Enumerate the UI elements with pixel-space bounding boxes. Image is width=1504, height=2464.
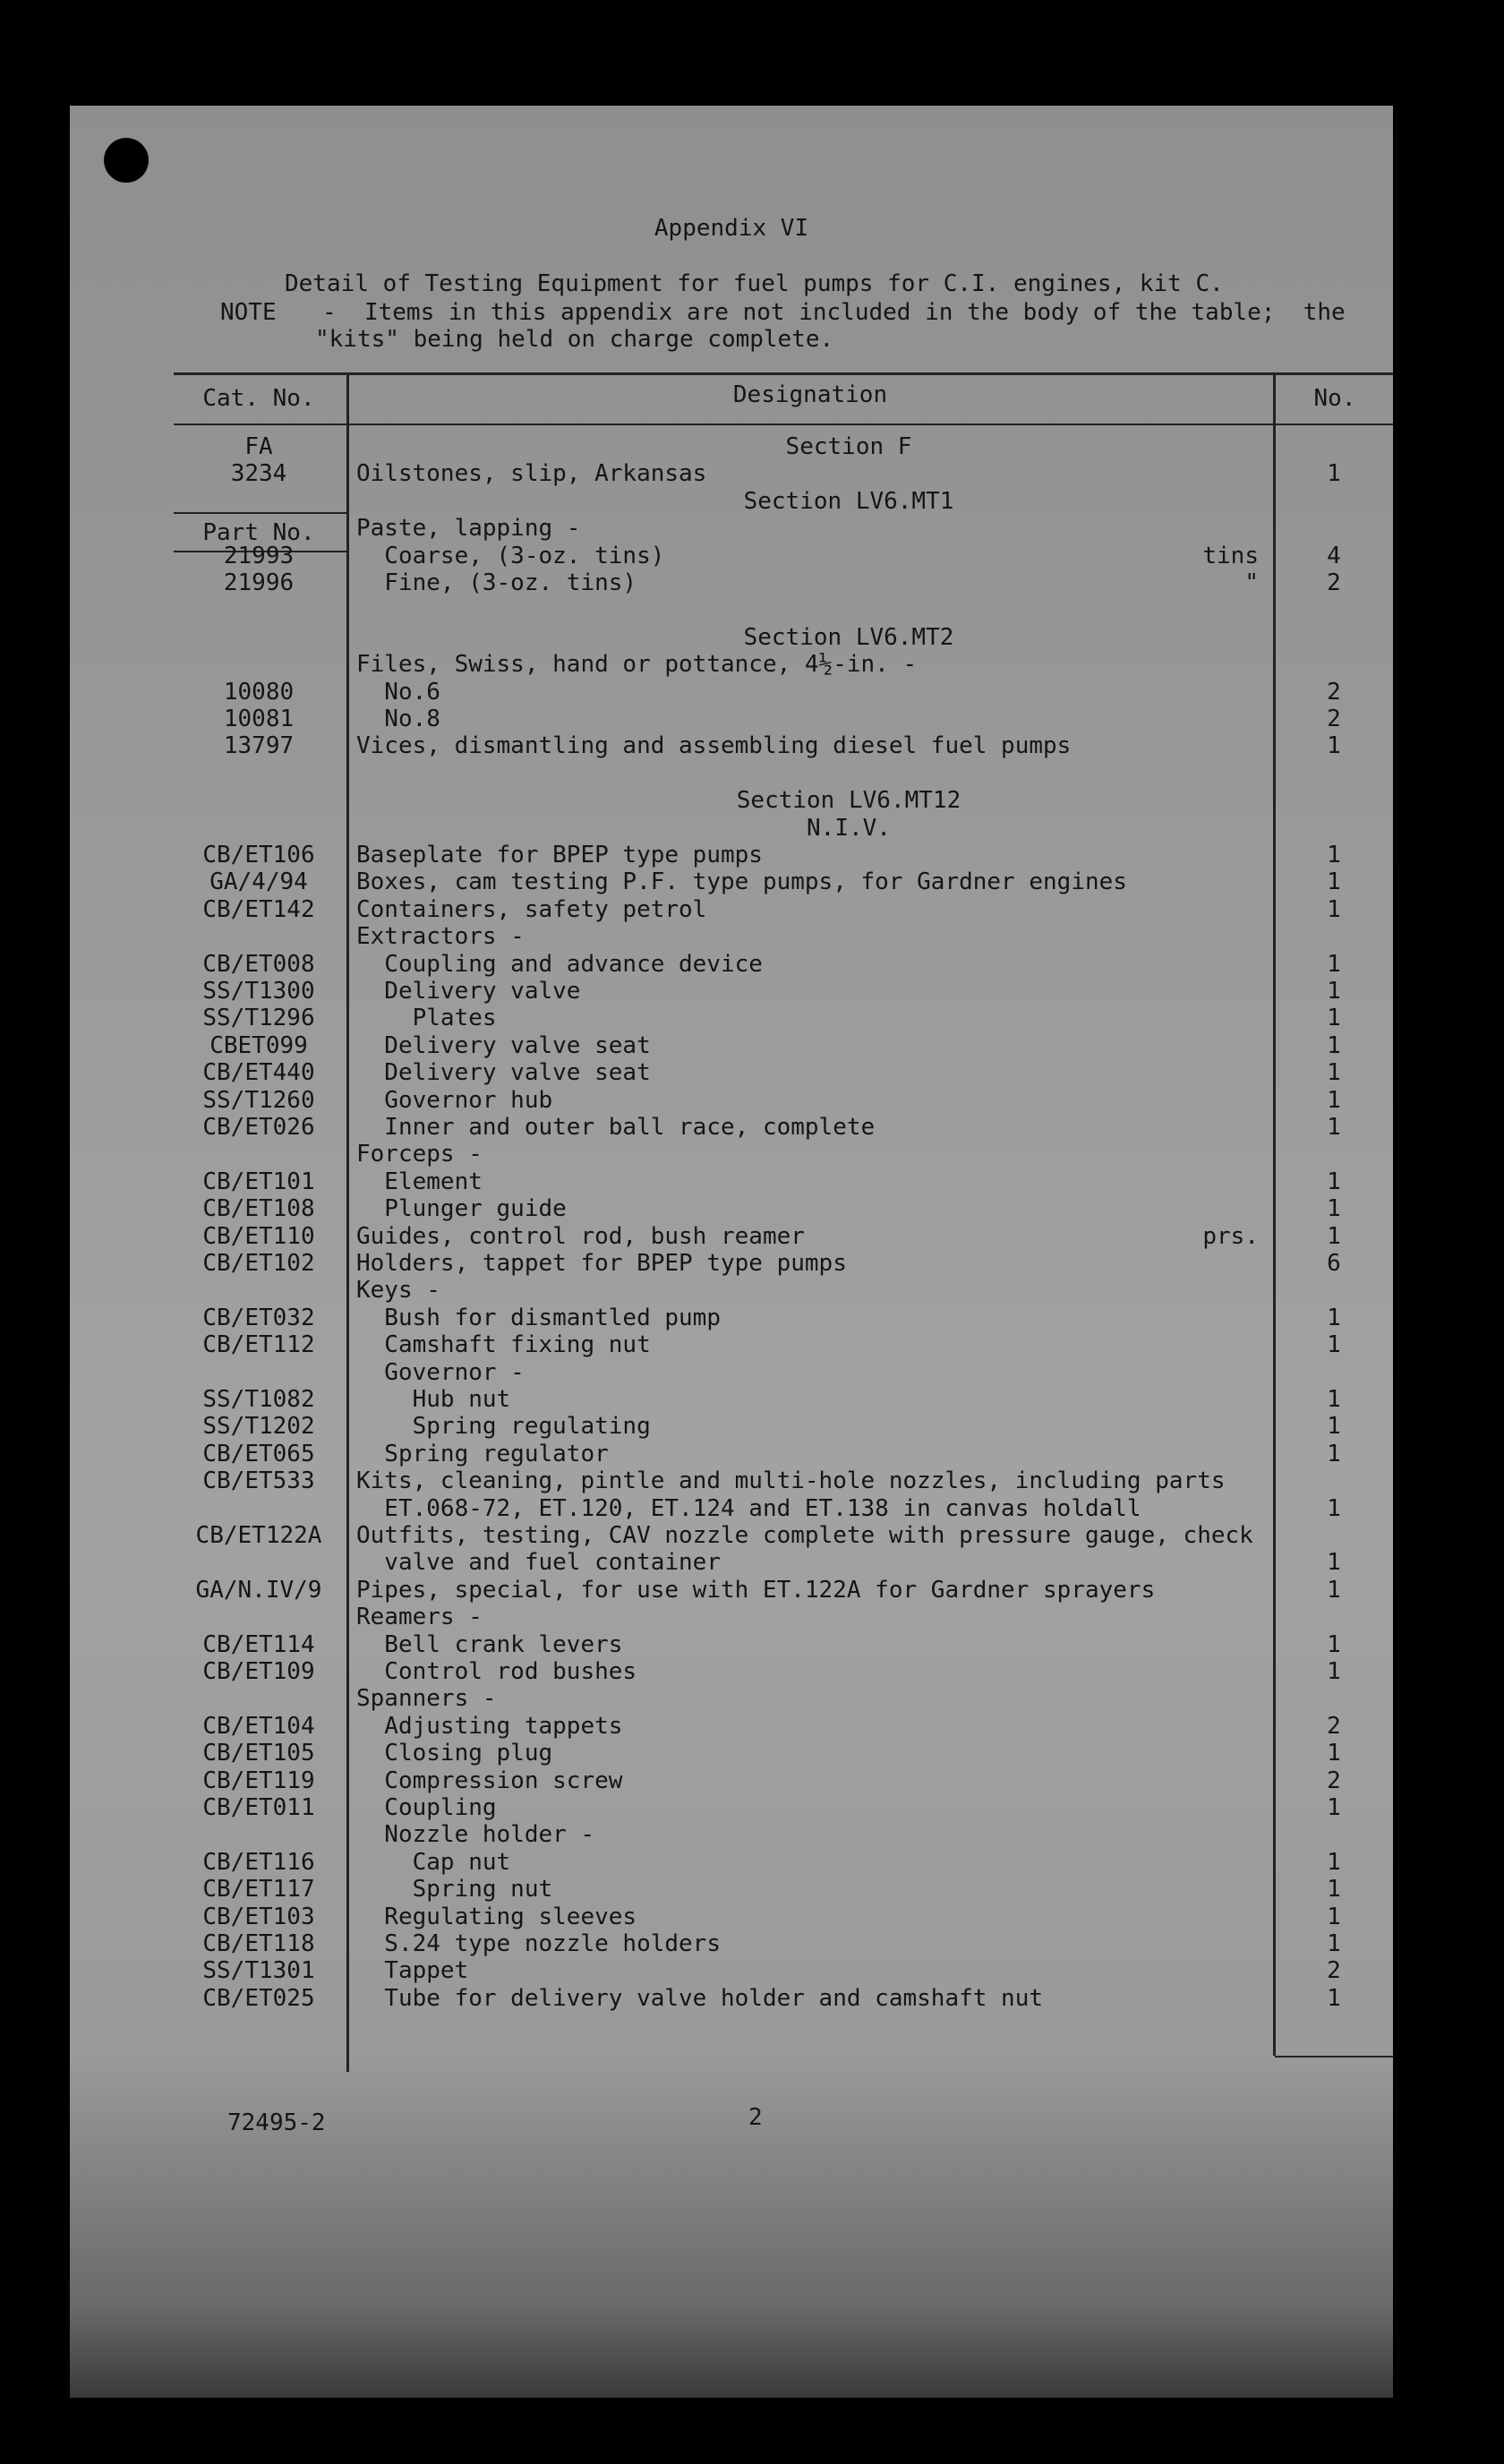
- quantity: 2: [1327, 1767, 1341, 1794]
- table-row: [70, 842, 1393, 868]
- table-row: [70, 1359, 1393, 1386]
- designation: Delivery valve seat: [356, 1059, 651, 1087]
- quantity: 1: [1327, 1031, 1341, 1059]
- table-row: [70, 1114, 1393, 1141]
- cat-number: SS/T1301: [202, 1957, 315, 1985]
- table-body: [70, 106, 1393, 2398]
- note-label: NOTE: [220, 299, 277, 326]
- quantity: 1: [1327, 1984, 1341, 2012]
- quantity: 1: [1327, 1576, 1341, 1604]
- cat-number: 10081: [223, 706, 295, 732]
- quantity: 2: [1327, 1712, 1341, 1740]
- quantity: 1: [1327, 732, 1341, 760]
- cat-number: SS/T1300: [202, 978, 315, 1005]
- note-line-1: - Items in this appendix are not included in the body of the table; the: [322, 299, 1346, 326]
- cat-number: CB/ET440: [202, 1059, 315, 1087]
- table-row: [70, 1658, 1393, 1685]
- cat-number: CB/ET025: [202, 1984, 315, 2012]
- table-row: [70, 787, 1393, 814]
- quantity: 1: [1327, 1331, 1341, 1359]
- quantity: 1: [1327, 1740, 1341, 1767]
- table-row: [70, 1767, 1393, 1794]
- table-row: [70, 596, 1393, 623]
- designation: Containers, safety petrol: [356, 895, 707, 923]
- table-row: [70, 1577, 1393, 1604]
- unit: ": [1244, 569, 1259, 596]
- footer-code: 72495-2: [227, 2109, 326, 2136]
- designation: Bush for dismantled pump: [356, 1304, 721, 1331]
- table-row: [70, 1904, 1393, 1930]
- designation: Plates: [356, 1005, 497, 1032]
- note-line-2: "kits" being held on charge complete.: [315, 326, 834, 353]
- cat-number: GA/N.IV/9: [195, 1576, 322, 1604]
- cat-number: CB/ET032: [202, 1304, 315, 1331]
- cat-number: SS/T1260: [202, 1086, 315, 1114]
- section-heading: Section LV6.MT12: [736, 787, 961, 815]
- table-row: [70, 460, 1393, 487]
- quantity: 1: [1327, 1005, 1341, 1032]
- designation: Camshaft fixing nut: [356, 1331, 651, 1359]
- table-row: [70, 1740, 1393, 1767]
- table-row: [70, 923, 1393, 950]
- cat-number: 13797: [223, 732, 295, 760]
- quantity: 1: [1327, 978, 1341, 1005]
- cat-number: CBET099: [209, 1031, 308, 1059]
- table-row: [70, 1794, 1393, 1821]
- quantity: 1: [1327, 1658, 1341, 1685]
- table-row: [70, 1685, 1393, 1712]
- designation: No.6: [356, 678, 440, 706]
- cat-number: CB/ET102: [202, 1250, 315, 1277]
- header-qty: No.: [1313, 385, 1356, 412]
- subtitle: Detail of Testing Equipment for fuel pumps for C.I. engines, kit C.: [285, 270, 1224, 297]
- designation: Oilstones, slip, Arkansas: [356, 460, 707, 488]
- table-row: [70, 978, 1393, 1005]
- designation: Inner and outer ball race, complete: [356, 1114, 876, 1141]
- designation: Baseplate for BPEP type pumps: [356, 842, 763, 868]
- cat-number: CB/ET142: [202, 895, 315, 923]
- quantity: 1: [1327, 1848, 1341, 1876]
- table-row: [70, 1957, 1393, 1984]
- designation: Kits, cleaning, pintle and multi-hole nozzles, including parts: [356, 1467, 1226, 1495]
- cat-number: CB/ET118: [202, 1930, 315, 1957]
- cat-number: CB/ET101: [202, 1168, 315, 1195]
- quantity: 1: [1327, 1386, 1341, 1413]
- designation: Delivery valve seat: [356, 1031, 651, 1059]
- designation: Spring regulating: [356, 1413, 651, 1441]
- designation: Tappet: [356, 1957, 469, 1985]
- table-row: [70, 1250, 1393, 1277]
- designation: Plunger guide: [356, 1195, 567, 1223]
- header-cat-no: Cat. No.: [202, 385, 315, 412]
- cat-number: CB/ET103: [202, 1903, 315, 1930]
- cat-number: CB/ET112: [202, 1331, 315, 1359]
- quantity: 1: [1327, 895, 1341, 923]
- table-row: [70, 543, 1393, 569]
- quantity: 1: [1327, 1413, 1341, 1441]
- table-row: [70, 433, 1393, 460]
- section-heading: Section LV6.MT1: [743, 487, 954, 515]
- quantity: 1: [1327, 1794, 1341, 1821]
- quantity: 1: [1327, 1549, 1341, 1577]
- designation: Nozzle holder -: [356, 1821, 595, 1849]
- designation: Closing plug: [356, 1740, 553, 1767]
- table-row: [70, 1277, 1393, 1304]
- table-row: [70, 1930, 1393, 1957]
- designation: Guides, control rod, bush reamer: [356, 1222, 805, 1250]
- table-row: [70, 1168, 1393, 1195]
- cat-number: CB/ET108: [202, 1195, 315, 1223]
- table-row: [70, 1386, 1393, 1413]
- quantity: 1: [1327, 1876, 1341, 1904]
- quantity: 1: [1327, 460, 1341, 488]
- table-row: [70, 651, 1393, 678]
- designation: Coarse, (3-oz. tins): [356, 542, 665, 569]
- unit: tins: [1202, 542, 1259, 569]
- quantity: 1: [1327, 950, 1341, 978]
- table-row: [70, 1522, 1393, 1549]
- table-row: [70, 1985, 1393, 2012]
- section-heading: N.I.V.: [807, 814, 891, 842]
- unit: prs.: [1202, 1222, 1259, 1250]
- table-row: [70, 569, 1393, 596]
- table-row: [70, 1631, 1393, 1658]
- designation: Governor hub: [356, 1086, 553, 1114]
- table-row: [70, 1849, 1393, 1876]
- designation: Bell crank levers: [356, 1630, 623, 1658]
- designation: Paste, lapping -: [356, 515, 581, 543]
- designation: Coupling: [356, 1794, 497, 1821]
- designation: Element: [356, 1168, 483, 1195]
- table-row: [70, 488, 1393, 515]
- designation: Compression screw: [356, 1767, 623, 1794]
- designation: Governor -: [356, 1358, 525, 1386]
- table-row: [70, 1713, 1393, 1740]
- table-row: [70, 1876, 1393, 1903]
- quantity: 1: [1327, 842, 1341, 868]
- table-row: [70, 1059, 1393, 1086]
- header-part-no: Part No.: [202, 519, 315, 546]
- document-sheet: [70, 106, 1393, 2398]
- cat-number: 21996: [223, 569, 295, 596]
- cat-number: SS/T1082: [202, 1386, 315, 1413]
- quantity: 4: [1327, 542, 1341, 569]
- quantity: 1: [1327, 1222, 1341, 1250]
- designation: No.8: [356, 706, 440, 732]
- cat-number: CB/ET026: [202, 1114, 315, 1141]
- table-row: [70, 706, 1393, 732]
- designation: Coupling and advance device: [356, 950, 763, 978]
- quantity: 6: [1327, 1250, 1341, 1277]
- designation: Spring regulator: [356, 1440, 609, 1467]
- cat-number: CB/ET011: [202, 1794, 315, 1821]
- cat-number: CB/ET114: [202, 1630, 315, 1658]
- designation: Spanners -: [356, 1685, 497, 1713]
- quantity: 2: [1327, 678, 1341, 706]
- cat-number: CB/ET533: [202, 1467, 315, 1495]
- cat-number: SS/T1202: [202, 1413, 315, 1441]
- table-row: [70, 1087, 1393, 1114]
- table-row: [70, 1305, 1393, 1331]
- quantity: 2: [1327, 1957, 1341, 1985]
- page-title: Appendix VI: [654, 215, 809, 242]
- table-row: [70, 951, 1393, 978]
- cat-number: SS/T1296: [202, 1005, 315, 1032]
- designation: Regulating sleeves: [356, 1903, 637, 1930]
- table-row: [70, 1223, 1393, 1250]
- quantity: 1: [1327, 1630, 1341, 1658]
- table-row: [70, 732, 1393, 759]
- table-row: [70, 624, 1393, 651]
- designation: Outfits, testing, CAV nozzle complete with pressure gauge, check: [356, 1522, 1253, 1549]
- quantity: 1: [1327, 1168, 1341, 1195]
- table-row: [70, 1032, 1393, 1059]
- quantity: 1: [1327, 1086, 1341, 1114]
- designation: Control rod bushes: [356, 1658, 637, 1685]
- table-row: [70, 1331, 1393, 1358]
- cat-number: CB/ET104: [202, 1712, 315, 1740]
- designation: Tube for delivery valve holder and camshaft nut: [356, 1984, 1044, 2012]
- designation: Vices, dismantling and assembling diesel fuel pumps: [356, 732, 1072, 760]
- designation: Pipes, special, for use with ET.122A for Gardner sprayers: [356, 1576, 1156, 1604]
- designation: Files, Swiss, hand or pottance, 4½-in. -: [356, 651, 918, 679]
- table-row: [70, 1195, 1393, 1222]
- table-row: [70, 760, 1393, 787]
- table-row: [70, 868, 1393, 895]
- designation: Spring nut: [356, 1876, 553, 1904]
- designation: Keys -: [356, 1277, 440, 1305]
- cat-number: CB/ET117: [202, 1876, 315, 1904]
- cat-number: CB/ET008: [202, 950, 315, 978]
- quantity: 1: [1327, 1304, 1341, 1331]
- quantity: 1: [1327, 1114, 1341, 1141]
- cat-number: CB/ET122A: [195, 1522, 322, 1549]
- table-row: [70, 1495, 1393, 1522]
- quantity: 1: [1327, 1195, 1341, 1223]
- table-row: [70, 515, 1393, 542]
- cat-number: GA/4/94: [209, 868, 308, 896]
- quantity: 1: [1327, 1930, 1341, 1957]
- table-row: [70, 1005, 1393, 1031]
- table-row: [70, 1604, 1393, 1630]
- quantity: 1: [1327, 1903, 1341, 1930]
- cat-number: CB/ET119: [202, 1767, 315, 1794]
- designation: Boxes, cam testing P.F. type pumps, for Gardner engines: [356, 868, 1127, 896]
- designation: Adjusting tappets: [356, 1712, 623, 1740]
- designation: Extractors -: [356, 923, 525, 951]
- designation: S.24 type nozzle holders: [356, 1930, 721, 1957]
- designation: Reamers -: [356, 1604, 483, 1631]
- designation: Holders, tappet for BPEP type pumps: [356, 1250, 847, 1277]
- designation: Cap nut: [356, 1848, 511, 1876]
- page-number: 2: [748, 2104, 763, 2131]
- table-row: [70, 1413, 1393, 1440]
- cat-number: FA: [244, 433, 273, 460]
- designation: ET.068-72, ET.120, ET.124 and ET.138 in canvas holdall: [356, 1494, 1141, 1522]
- quantity: 1: [1327, 1440, 1341, 1467]
- cat-number: CB/ET105: [202, 1740, 315, 1767]
- table-row: [70, 1141, 1393, 1168]
- designation: Delivery valve: [356, 978, 581, 1005]
- table-row: [70, 1441, 1393, 1467]
- quantity: 1: [1327, 868, 1341, 896]
- quantity: 2: [1327, 569, 1341, 596]
- cat-number: CB/ET110: [202, 1222, 315, 1250]
- cat-number: CB/ET065: [202, 1440, 315, 1467]
- section-heading: Section F: [785, 433, 912, 460]
- quantity: 1: [1327, 1059, 1341, 1087]
- cat-number: 10080: [223, 678, 295, 706]
- cat-number: CB/ET106: [202, 842, 315, 868]
- table-row: [70, 679, 1393, 706]
- table-row: [70, 1467, 1393, 1494]
- table-row: [70, 1821, 1393, 1848]
- cat-number: CB/ET116: [202, 1848, 315, 1876]
- designation: Hub nut: [356, 1386, 511, 1413]
- cat-number: 21993: [223, 542, 295, 569]
- table-row: [70, 1549, 1393, 1576]
- header-designation: Designation: [732, 381, 888, 408]
- designation: Fine, (3-oz. tins): [356, 569, 637, 596]
- table-row: [70, 815, 1393, 842]
- quantity: 2: [1327, 706, 1341, 732]
- section-heading: Section LV6.MT2: [743, 623, 954, 651]
- designation: valve and fuel container: [356, 1549, 721, 1577]
- cat-number: CB/ET109: [202, 1658, 315, 1685]
- table-row: [70, 896, 1393, 923]
- quantity: 1: [1327, 1494, 1341, 1522]
- designation: Forceps -: [356, 1141, 483, 1168]
- cat-number: 3234: [230, 460, 287, 488]
